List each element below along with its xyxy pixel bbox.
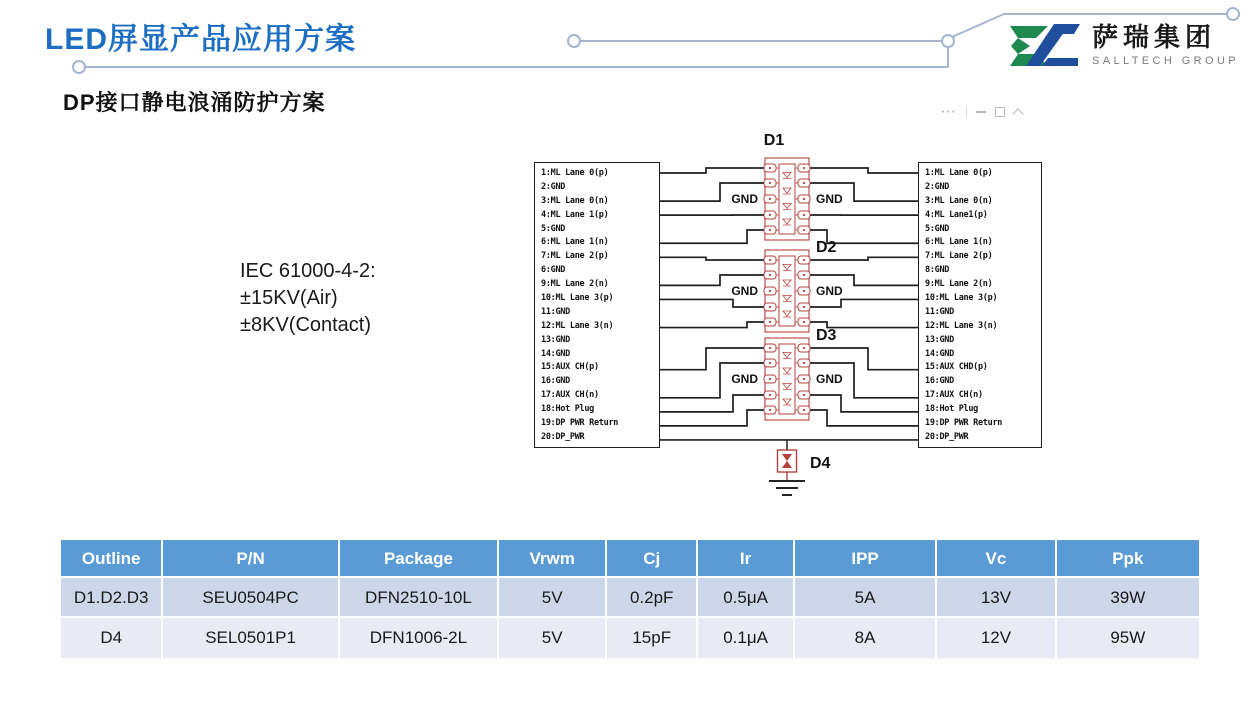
pin-label: 4:ML Lane 1(p) <box>541 209 609 220</box>
pin-label: 3:ML Lane 0(n) <box>925 195 993 206</box>
table-header-cell: Package <box>340 540 499 578</box>
pin-label: 19:DP PWR Return <box>925 418 1003 429</box>
iec-note-line: ±15KV(Air) <box>240 287 338 309</box>
table-header-cell: P/N <box>163 540 339 578</box>
pin-label: 13:GND <box>925 334 954 345</box>
pin-label: 9:ML Lane 2(n) <box>541 279 609 290</box>
gnd-label: GND <box>816 372 843 386</box>
gnd-label: GND <box>731 372 758 386</box>
pin-label: 7:ML Lane 2(p) <box>541 251 609 262</box>
table-cell: D4 <box>61 618 163 658</box>
logo-name-cn: 萨瑞集团 <box>1092 22 1217 52</box>
pin-label: 4:ML Lane1(p) <box>925 209 988 220</box>
table-header-cell: Vc <box>937 540 1056 578</box>
device-label: D3 <box>816 327 837 344</box>
device-label: D1 <box>763 132 785 149</box>
pin-label: 18:Hot Plug <box>925 404 978 415</box>
pin-label: 19:DP PWR Return <box>541 418 619 429</box>
pin-label: 15:AUX CH(p) <box>541 362 599 373</box>
table-cell: 5A <box>795 578 937 618</box>
table-cell: 0.1μA <box>698 618 795 658</box>
pin-label: 10:ML Lane 3(p) <box>925 293 998 304</box>
table-cell: 39W <box>1057 578 1199 618</box>
pin-label: 6:ML Lane 1(n) <box>925 237 993 248</box>
table-header-cell: IPP <box>795 540 937 578</box>
table-cell: 5V <box>499 578 607 618</box>
pin-label: 2:GND <box>541 181 566 192</box>
logo-name-en: SALLTECH GROUP <box>1092 55 1240 67</box>
pin-label: 17:AUX CH(n) <box>925 390 983 401</box>
table-header-cell: Ppk <box>1057 540 1199 578</box>
table-cell: 5V <box>499 618 607 658</box>
pin-label: 1:ML Lane 0(p) <box>541 168 609 178</box>
pin-label: 17:AUX CH(n) <box>541 390 599 401</box>
table-cell: SEL0501P1 <box>163 618 339 658</box>
table-cell: 13V <box>937 578 1056 618</box>
table-cell: 95W <box>1057 618 1199 658</box>
pin-label: 5:GND <box>541 223 566 234</box>
pin-label: 15:AUX CHD(p) <box>925 362 988 373</box>
table-cell: SEU0504PC <box>163 578 339 618</box>
pin-label: 9:ML Lane 2(n) <box>925 279 993 290</box>
table-cell: DFN2510-10L <box>340 578 499 618</box>
pin-label: 1:ML Lane 0(p) <box>925 168 993 178</box>
pin-label: 14:GND <box>925 348 954 359</box>
pin-label: 5:GND <box>925 223 950 234</box>
table-cell: 15pF <box>607 618 698 658</box>
gnd-label: GND <box>816 192 843 206</box>
table-header-cell: Vrwm <box>499 540 607 578</box>
table-cell: DFN1006-2L <box>340 618 499 658</box>
iec-note-line: ±8KV(Contact) <box>240 314 372 336</box>
iec-note-line: IEC 61000-4-2: <box>240 260 376 282</box>
page-title: LED屏显产品应用方案 <box>45 23 356 56</box>
device-label: D2 <box>816 239 837 256</box>
pin-label: 20:DP_PWR <box>925 431 969 442</box>
spec-table <box>61 540 1199 658</box>
pin-label: 3:ML Lane 0(n) <box>541 195 609 206</box>
pin-label: 11:GND <box>925 306 954 317</box>
table-header-cell: Ir <box>698 540 795 578</box>
section-subtitle: DP接口静电浪涌防护方案 <box>63 90 326 115</box>
table-header-cell: Outline <box>61 540 163 578</box>
gnd-label: GND <box>731 192 758 206</box>
pin-label: 6:ML Lane 1(n) <box>541 237 609 248</box>
pin-label: 18:Hot Plug <box>541 404 594 415</box>
table-cell: 12V <box>937 618 1056 658</box>
pin-label: 20:DP_PWR <box>541 431 585 442</box>
pin-label: 11:GND <box>541 306 570 317</box>
pin-label: 10:ML Lane 3(p) <box>541 293 614 304</box>
table-cell: D1.D2.D3 <box>61 578 163 618</box>
pin-label: 13:GND <box>541 334 570 345</box>
pin-label: 6:GND <box>541 265 566 276</box>
pin-label: 8:GND <box>925 265 950 276</box>
pin-label: 14:GND <box>541 348 570 359</box>
table-cell: 8A <box>795 618 937 658</box>
gnd-label: GND <box>731 284 758 298</box>
gnd-label: GND <box>816 284 843 298</box>
table-cell: 0.2pF <box>607 578 698 618</box>
device-label: D4 <box>810 455 831 472</box>
pin-label: 7:ML Lane 2(p) <box>925 251 993 262</box>
more-icon[interactable]: ··· <box>941 104 957 119</box>
table-header-cell: Cj <box>607 540 698 578</box>
pin-label: 16:GND <box>925 376 954 387</box>
pin-label: 16:GND <box>541 376 570 387</box>
pin-label: 12:ML Lane 3(n) <box>925 320 998 331</box>
pin-label: 2:GND <box>925 181 950 192</box>
table-cell: 0.5μA <box>698 578 795 618</box>
pin-label: 12:ML Lane 3(n) <box>541 320 614 331</box>
